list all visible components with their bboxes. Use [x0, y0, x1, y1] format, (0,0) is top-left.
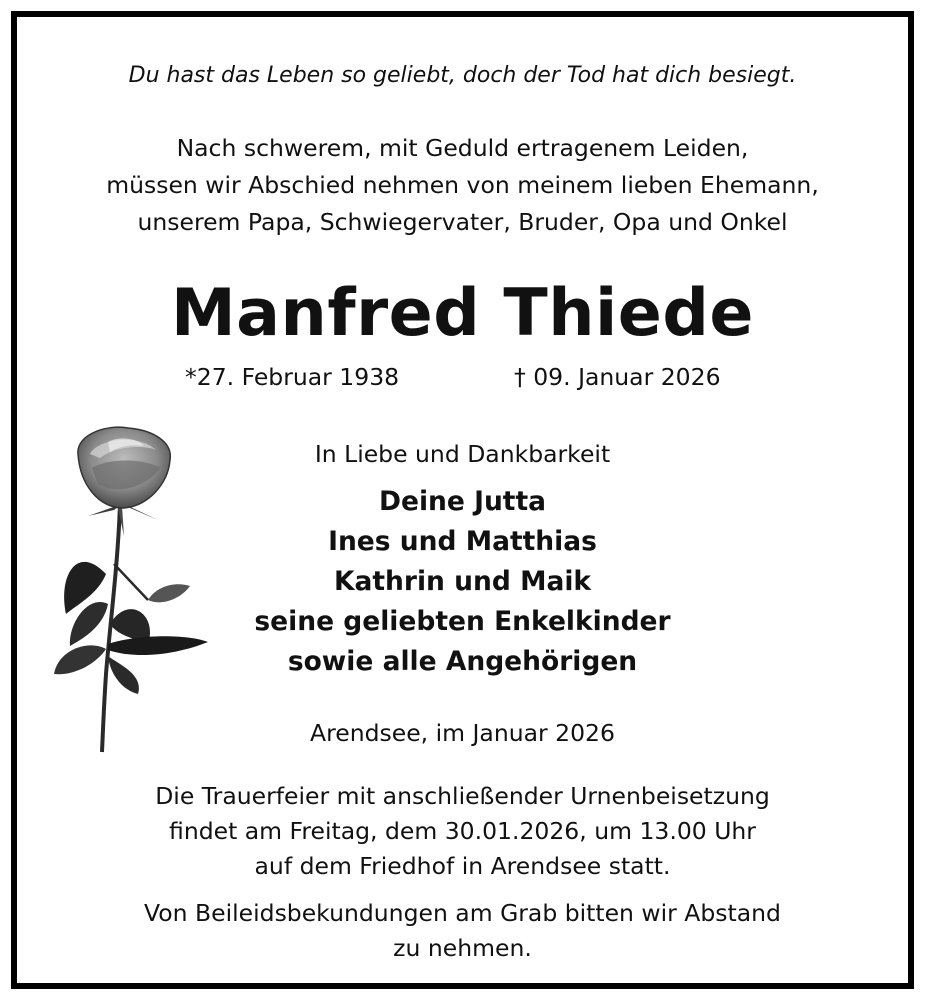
rose-image — [48, 424, 218, 754]
funeral-line: findet am Freitag, dem 30.01.2026, um 13.00 Uhr — [169, 817, 756, 845]
deceased-name: Manfred Thiede — [171, 276, 754, 351]
condolence-request — [0, 896, 925, 966]
thanks-line: In Liebe und Dankbarkeit — [314, 440, 611, 468]
funeral-line: Die Trauerfeier mit anschließender Urnenbeisetzung — [155, 782, 770, 810]
intro-line: unserem Papa, Schwiegervater, Bruder, Opa und Onkel — [137, 208, 788, 236]
request-line: zu nehmen. — [393, 934, 532, 962]
intro-line: Nach schwerem, mit Geduld ertragenem Leiden, — [176, 134, 749, 162]
death-date: † 09. Januar 2026 — [514, 363, 721, 391]
intro-line: müssen wir Abschied nehmen von meinem lieben Ehemann, — [106, 171, 819, 199]
funeral-line: auf dem Friedhof in Arendsee statt. — [254, 852, 671, 880]
place-date: Arendsee, im Januar 2026 — [310, 719, 615, 747]
mourner-name: Ines und Matthias — [328, 526, 597, 557]
request-line: Von Beileidsbekundungen am Grab bitten wir Abstand — [144, 899, 781, 927]
mourner-name: Kathrin und Maik — [333, 566, 592, 597]
mourner-name: Deine Jutta — [378, 486, 547, 517]
mourner-name: sowie alle Angehörigen — [287, 646, 638, 677]
motto: Du hast das Leben so geliebt, doch der Tod hat dich besiegt. — [128, 63, 797, 88]
funeral-info — [0, 779, 925, 884]
intro-text — [0, 130, 925, 241]
mourner-name: seine geliebten Enkelkinder — [254, 606, 671, 637]
mourners-list — [195, 482, 730, 682]
birth-date: *27. Februar 1938 — [185, 363, 400, 391]
